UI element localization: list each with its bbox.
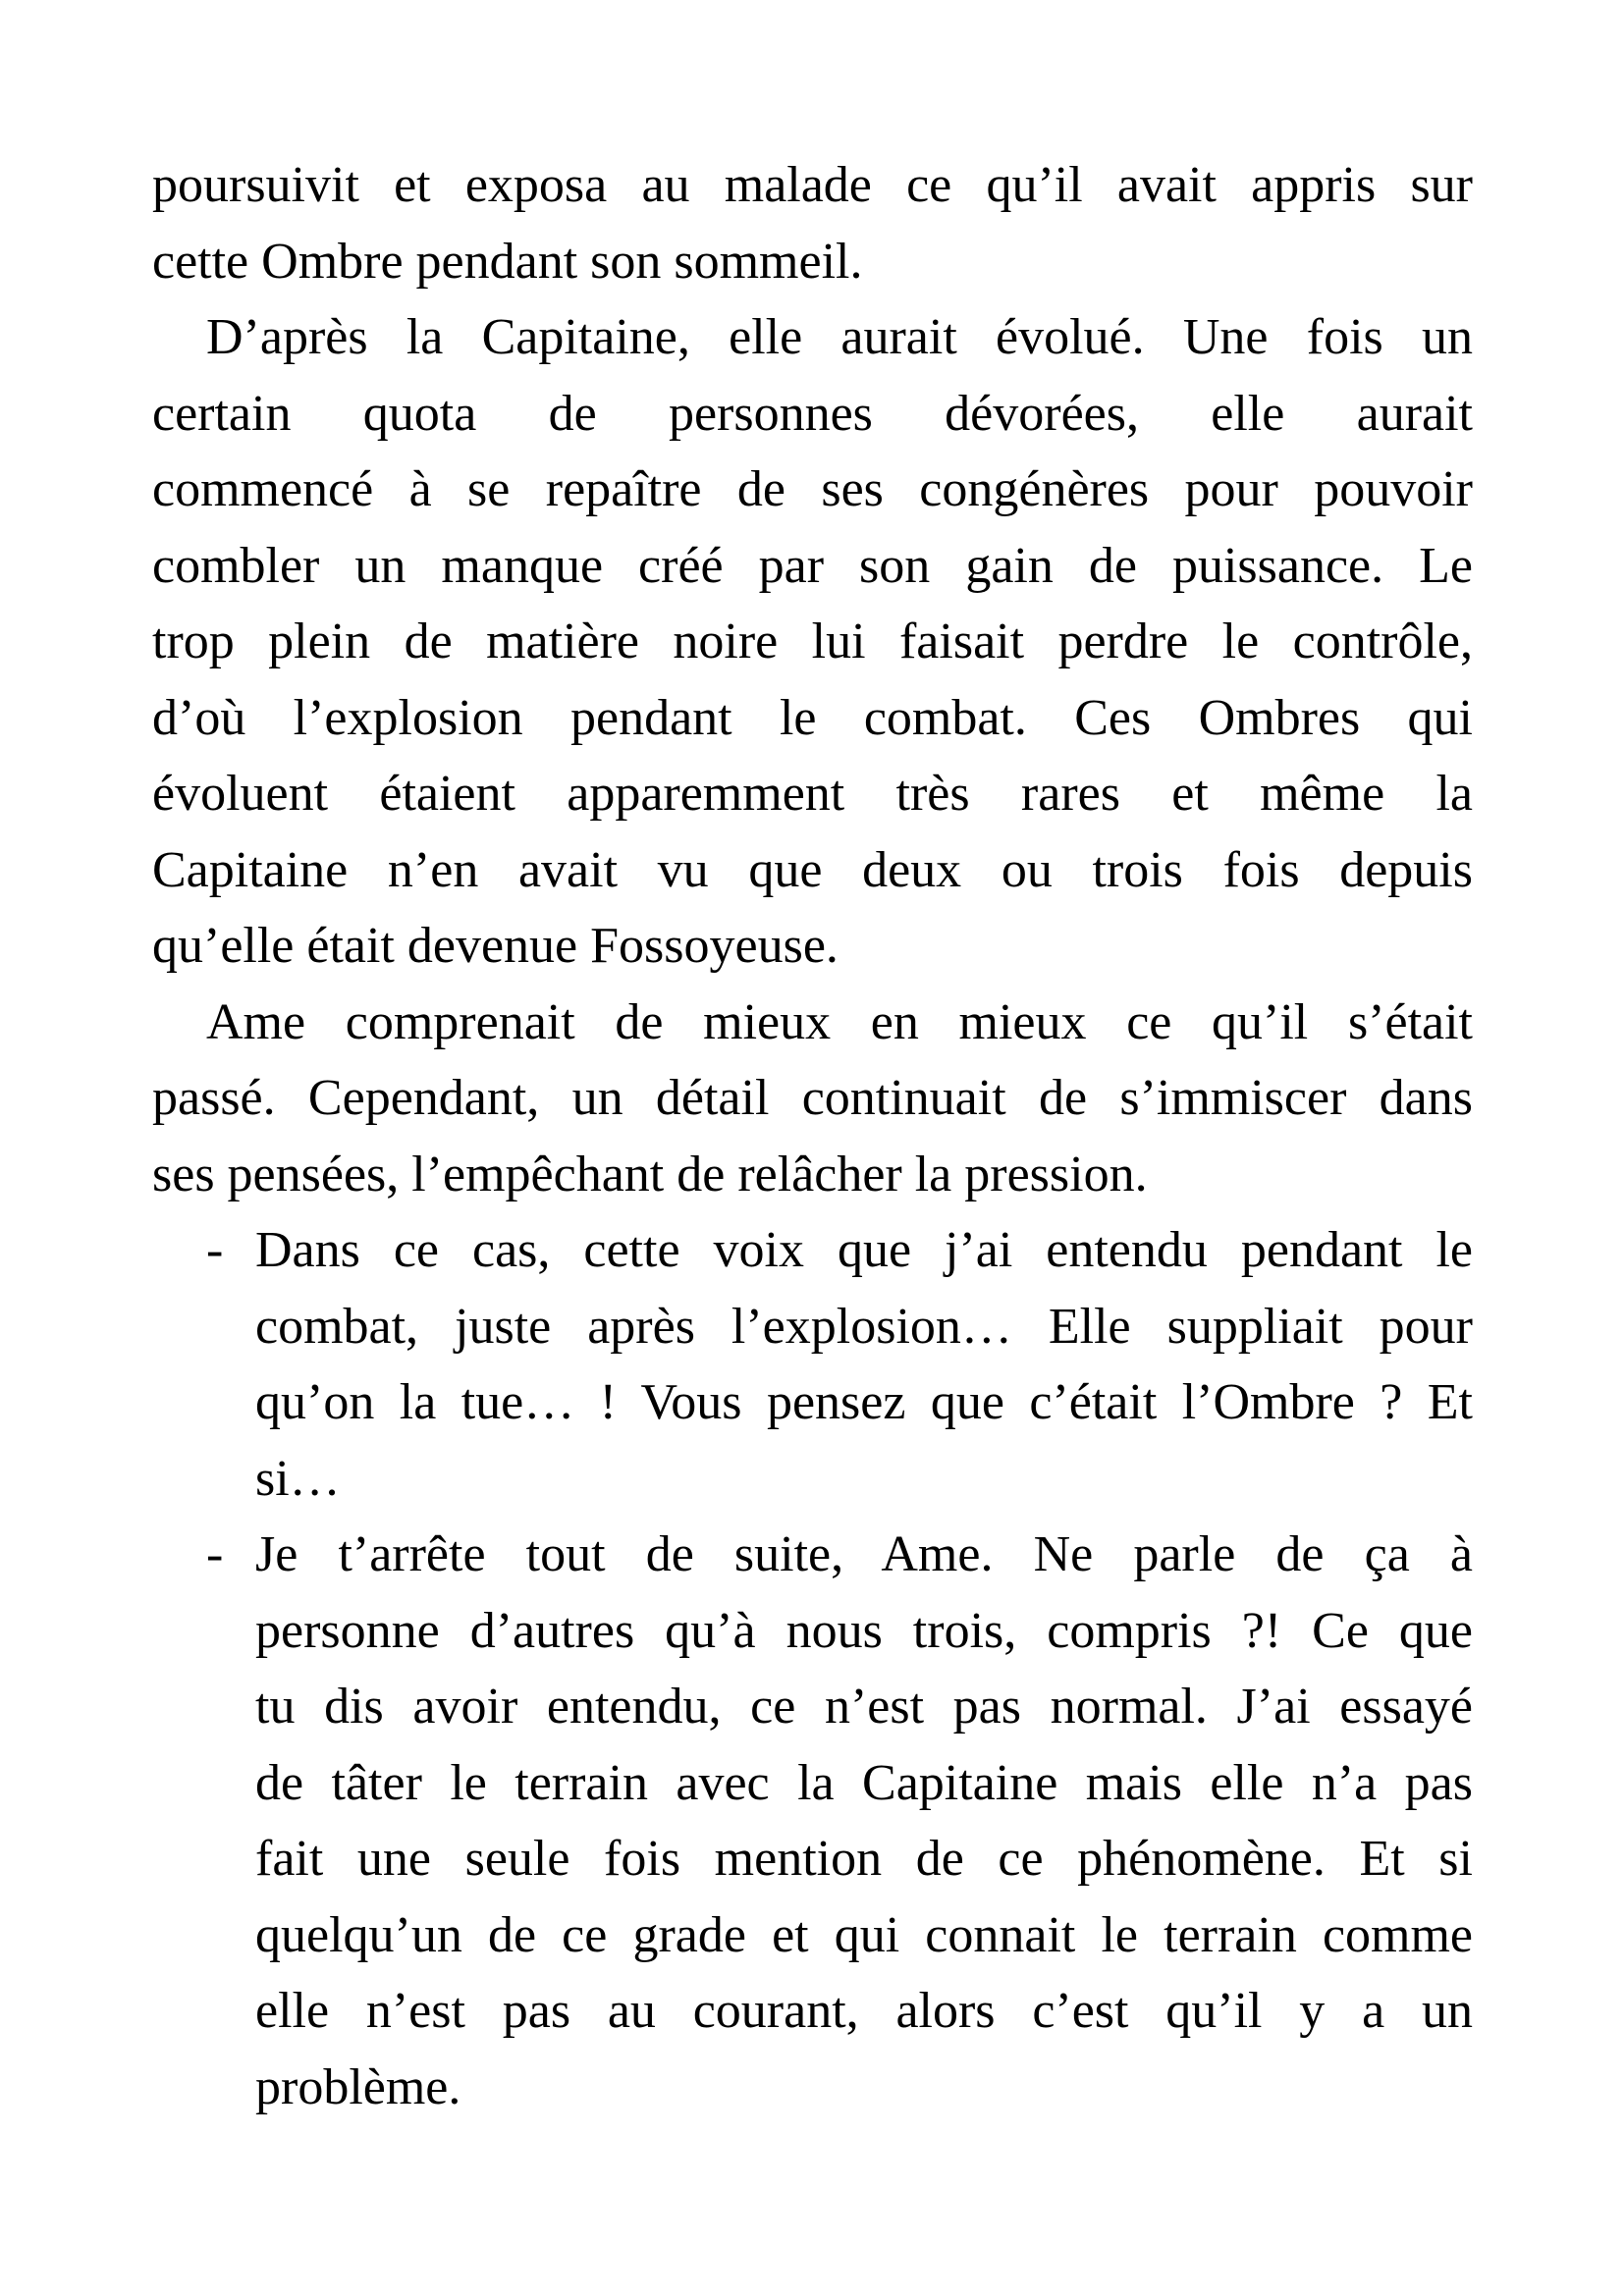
text-line: fait une seule fois mention de ce phénomène. Et si bbox=[255, 1831, 1473, 1887]
text-line: personne d’autres qu’à nous trois, compris ?! Ce que bbox=[255, 1602, 1473, 1659]
text-line: de tâter le terrain avec la Capitaine mais elle n’a pas bbox=[255, 1754, 1473, 1811]
text-line: d’où l’explosion pendant le combat. Ces Ombres qui bbox=[152, 689, 1473, 746]
text-line: Je t’arrête tout de suite, Ame. Ne parle de ça à bbox=[255, 1526, 1473, 1582]
page-text-block bbox=[152, 147, 1473, 2125]
text-line: Capitaine n’en avait vu que deux ou trois fois depuis bbox=[152, 841, 1473, 898]
text-line: passé. Cependant, un détail continuait de s’immiscer dans bbox=[152, 1070, 1473, 1126]
paragraph bbox=[152, 299, 1473, 985]
text-line: problème. bbox=[255, 2058, 461, 2115]
dialogue-dash: - bbox=[206, 1222, 224, 1278]
dialogue-item bbox=[152, 1517, 1473, 2125]
text-line: commencé à se repaître de ses congénères pour pouvoir bbox=[152, 461, 1473, 517]
text-line: D’après la Capitaine, elle aurait évolué. Une fois un bbox=[206, 309, 1473, 365]
paragraph bbox=[152, 147, 1473, 299]
text-line: cette Ombre pendant son sommeil. bbox=[152, 233, 863, 290]
text-line: elle n’est pas au courant, alors c’est qu’il y a un bbox=[255, 1983, 1473, 2039]
dialogue-item bbox=[152, 1212, 1473, 1517]
text-line: Dans ce cas, cette voix que j’ai entendu pendant le bbox=[255, 1222, 1473, 1278]
text-line: poursuivit et exposa au malade ce qu’il avait appris sur bbox=[152, 157, 1473, 213]
text-line: combler un manque créé par son gain de puissance. Le bbox=[152, 537, 1473, 594]
text-line: évoluent étaient apparemment très rares et même la bbox=[152, 766, 1473, 822]
text-line: tu dis avoir entendu, ce n’est pas normal. J’ai essayé bbox=[255, 1679, 1473, 1735]
dialogue-dash: - bbox=[206, 1526, 224, 1582]
paragraph bbox=[152, 985, 1473, 1213]
text-line: qu’elle était devenue Fossoyeuse. bbox=[152, 918, 839, 974]
text-line: certain quota de personnes dévorées, elle aurait bbox=[152, 385, 1473, 442]
text-line: ses pensées, l’empêchant de relâcher la pression. bbox=[152, 1146, 1148, 1202]
text-line: Ame comprenait de mieux en mieux ce qu’il s’était bbox=[206, 993, 1473, 1050]
text-line: quelqu’un de ce grade et qui connait le terrain comme bbox=[255, 1906, 1473, 1963]
text-line: combat, juste après l’explosion… Elle suppliait pour bbox=[255, 1298, 1473, 1355]
text-line: qu’on la tue… ! Vous pensez que c’était l’Ombre ? Et bbox=[255, 1374, 1473, 1430]
text-line: trop plein de matière noire lui faisait perdre le contrôle, bbox=[152, 614, 1473, 669]
text-line: si… bbox=[255, 1450, 341, 1507]
